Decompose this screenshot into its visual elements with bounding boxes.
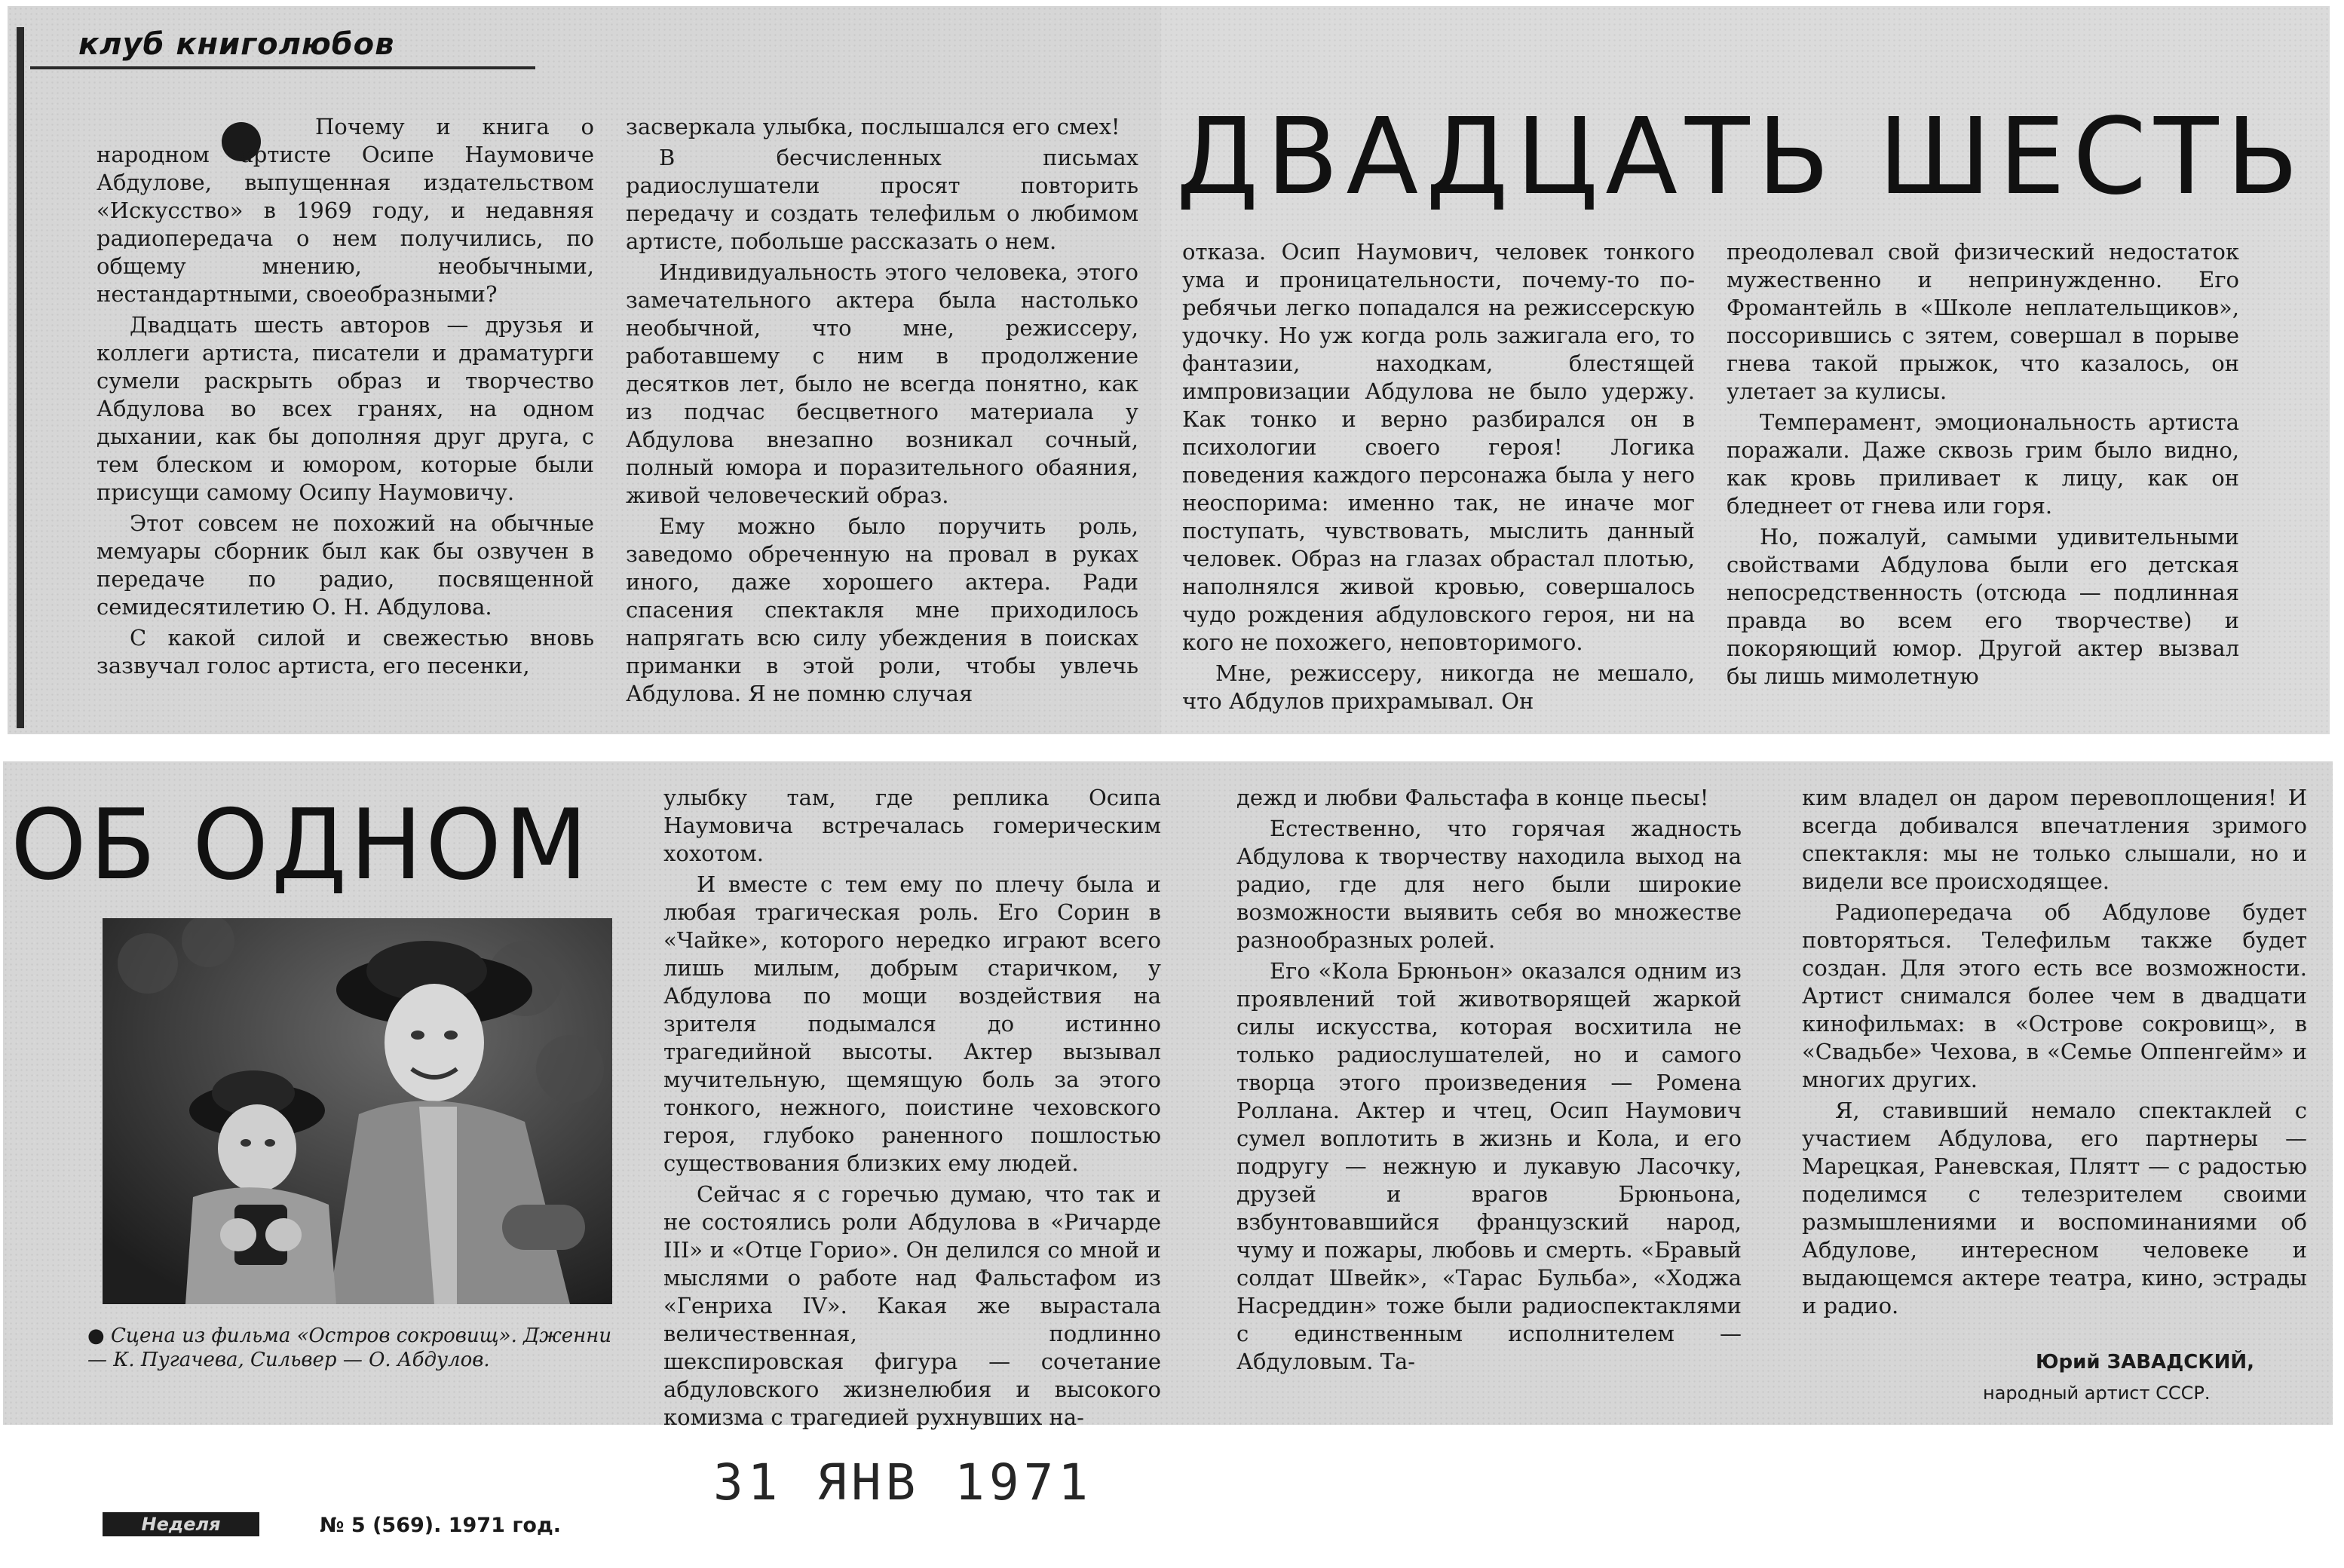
paragraph: отказа. Осип Наумович, человек тонкого ума и проницательности, почему-то по-ребячьи легко попадался на режиссерскую удочку. Но уж когда роль зажигала его, то фантазии, находкам, блестящей импровизации Абдулова не было удержу. Как тонко и верно разбирался он в психологии своего героя! Логика поведения каждого персонажа была у него неоспорима: именно так, не иначе мог поступать, чувствовать, мыслить данный человек. Образ на глазах обрастал плотью, наполнялся живой кровью, совершалось чудо рождения абдуловского героя, ни на кого не похожего, неповторимого.	[1182, 239, 1695, 655]
photo-caption: ● Сцена из фильма «Остров сокровищ». Дженни — К. Пугачева, Сильвер — О. Абдулов.	[87, 1325, 612, 1371]
paragraph: Мне, режиссеру, никогда не мешало, что Абдулов прихрамывал. Он	[1182, 660, 1695, 714]
paragraph: В бесчисленных письмах радиослушатели просят повторить передачу и создать телефильм о любимом артисте, побольше рассказать о нем.	[626, 145, 1138, 254]
column-5	[663, 784, 1161, 1432]
paragraph: засверкала улыбка, послышался его смех!	[626, 114, 1120, 139]
rubric-underline	[30, 66, 535, 69]
date-stamp: 31 ЯНВ 1971	[713, 1453, 1093, 1511]
column-6	[1236, 784, 1742, 1376]
paragraph: С какой силой и свежестью вновь зазвучал голос артиста, его песенки,	[97, 625, 594, 678]
paragraph: преодолевал свой физический недостаток мужественно и непринужденно. Его Фромантейль в «Школе неплательщиков», поссорившись с зятем, совершал в порыве гнева такой прыжок, что казалось, он улетает за кулисы.	[1727, 239, 2239, 404]
headline-line1: ДВАДЦАТЬ ШЕСТЬ	[1176, 96, 2306, 219]
paragraph: Я, ставивший немало спектаклей с участием Абдулова, его партнеры — Марецкая, Раневская, Плятт — с радостью поделимся с телезрителем своими размышлениями и воспоминаниями об Абдулове, интересном человеке и выдающемся актере театра, кино, эстрады и радио.	[1802, 1098, 2307, 1318]
paragraph: Но, пожалуй, самыми удивительными свойствами Абдулова были его детская непосредственность (отсюда — подлинная правда во всем его творчестве) и покоряющий юмор. Другой актер вызвал бы лишь мимолетную	[1727, 524, 2239, 689]
paragraph: ким владел он даром перевоплощения! И всегда добивался впечатления зримого спектакля: мы не только слышали, но и видели все происходящее.	[1802, 785, 2307, 894]
paragraph: Почему и книга о народном артисте Осипе Наумовиче Абдулове, выпущенная издательством «Искусство» в 1969 году, и недавняя радиопередача о нем получились, по общему мнению, необычными, нестандартными, своеобразными?	[97, 114, 594, 307]
paragraph: Двадцать шесть авторов — друзья и коллеги артиста, писатели и драматурги сумели раскрыть образ и творчество Абдулова во всех гранях, на одном дыхании, как бы дополняя друг друга, с тем блеском и юмором, которые были присущи самому Осипу Наумовичу.	[97, 312, 594, 505]
paragraph: дежд и любви Фальстафа в конце пьесы!	[1236, 785, 1709, 810]
paragraph: Ему можно было поручить роль, заведомо обреченную на провал в руках иного, даже хорошего актера. Ради спасения спектакля мне приходилось напрягать всю силу убеждения в поисках приманки в этой роли, чтобы увлечь Абдулова. Я не помню случая	[626, 513, 1138, 706]
column-7	[1802, 784, 2307, 1320]
author-title: народный артист СССР.	[1983, 1383, 2211, 1404]
headline-line2: ОБ ОДНОМ	[11, 789, 591, 902]
column-1	[97, 113, 594, 680]
paragraph: Естественно, что горячая жадность Абдулова к творчеству находила выход на радио, где для него были широкие возможности выявить себя во множестве разнообразных ролей.	[1236, 816, 1742, 953]
film-still-photo	[103, 918, 612, 1304]
column-3	[1182, 238, 1695, 715]
issue-number: № 5 (569). 1971 год.	[320, 1514, 562, 1537]
paragraph: Темперамент, эмоциональность артиста поражали. Даже сквозь грим было видно, как кровь приливает к лицу, как он бледнеет от гнева или горя.	[1727, 409, 2239, 519]
paragraph: Этот совсем не похожий на обычные мемуары сборник был как бы озвучен в передаче по радио, посвященной семидесятилетию О. Н. Абдулова.	[97, 510, 594, 620]
column-2	[626, 113, 1138, 708]
column-4	[1727, 238, 2239, 691]
author-name: Юрий ЗАВАДСКИЙ,	[2036, 1351, 2255, 1374]
paragraph: Его «Кола Брюньон» оказался одним из проявлений той животворящей жаркой силы искусства, которая восхитила не только радиослушателей, но и самого творца этого произведения — Ромена Роллана. Актер и чтец, Осип Наумович сумел воплотить в жизнь и Кола, и его подругу — нежную и лукавую Ласочку, друзей и врагов Брюньона, взбунтовавшийся французский народ, чуму и пожары, любовь и смерть. «Бравый солдат Швейк», «Тарас Бульба», «Ходжа Насреддин» тоже были радиоспектаклями с единственным исполнителем — Абдуловым. Та-	[1236, 958, 1742, 1374]
rubric-rule	[17, 27, 24, 728]
paragraph: улыбку там, где реплика Осипа Наумовича встречалась гомерическим хохотом.	[663, 785, 1161, 866]
paragraph: Радиопередача об Абдулове будет повторяться. Телефильм также будет создан. Для этого есть все возможности. Артист снимался более чем в двадцати кинофильмах: в «Острове сокровищ», в «Свадьбе» Чехова, в «Семье Оппенгейм» и многих других.	[1802, 899, 2307, 1092]
film-still-image	[103, 918, 612, 1304]
paragraph: Индивидуальность этого человека, этого замечательного актера была настолько необычной, что мне, режиссеру, работавшему с ним в продолжение десятков лет, было не всегда понятно, как из подчас бесцветного материала у Абдулова внезапно возникал сочный, полный юмора и поразительного обаяния, живой человеческий образ.	[626, 259, 1138, 508]
rubric-title: клуб книголюбов	[78, 27, 395, 62]
paragraph: Сейчас я с горечью думаю, что так и не состоялись роли Абдулова в «Ричарде III» и «Отце Горио». Он делился со мной и мыслями о работе над Фальстафом из «Генриха IV». Какая же вырастала величественная, подлинно шекспировская фигура — сочетание абдуловского жизнелюбия и высокого комизма с трагедией рухнувших на-	[663, 1181, 1161, 1430]
masthead-logo: Неделя	[103, 1512, 259, 1536]
paragraph: И вместе с тем ему по плечу была и любая трагическая роль. Его Сорин в «Чайке», которого нередко играют всего лишь милым, добрым старичком, у Абдулова по мощи воздействия на зрителя подымался до истинно трагедийной высоты. Актер вызывал мучительную, щемящую боль за этого тонкого, нежного, поистине чеховского героя, глубоко раненного пошлостью существования близких ему людей.	[663, 871, 1161, 1176]
